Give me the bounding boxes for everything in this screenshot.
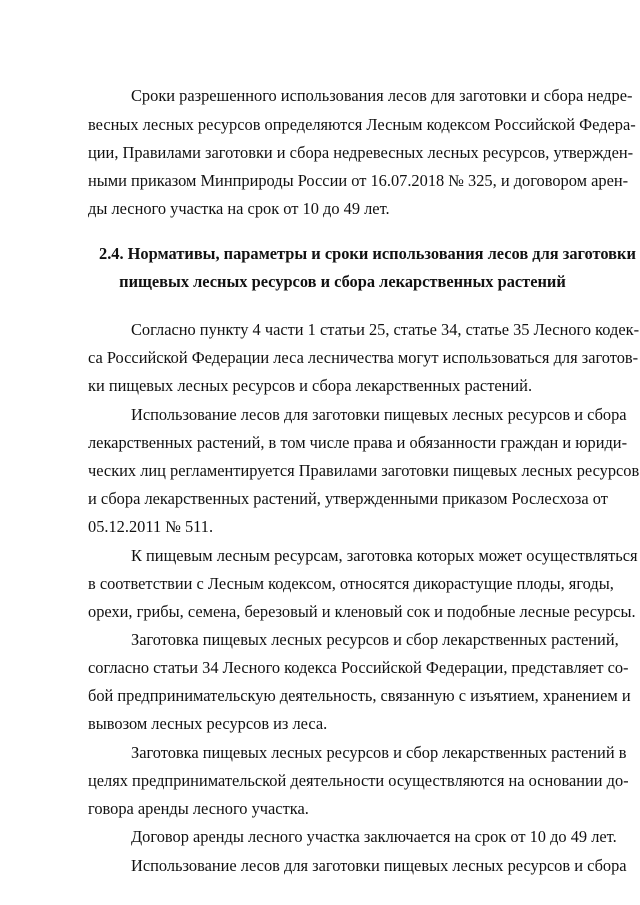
text-line: ки пищевых лесных ресурсов и сбора лекарственных растений. <box>88 376 533 395</box>
text-line: Сроки разрешенного использования лесов для заготовки и сбора недре- <box>131 86 633 105</box>
text-line: вывозом лесных ресурсов из леса. <box>88 714 328 733</box>
text-line: лекарственных растений, в том числе права и обязанности граждан и юриди- <box>88 433 628 452</box>
text-line: К пищевым лесным ресурсам, заготовка которых может осуществляться <box>131 546 638 565</box>
section-heading: пищевых лесных ресурсов и сбора лекарственных растений <box>119 272 566 291</box>
section-heading: 2.4. Нормативы, параметры и сроки использования лесов для заготовки <box>99 244 636 263</box>
text-line: Использование лесов для заготовки пищевых лесных ресурсов и сбора <box>131 405 627 424</box>
text-line: орехи, грибы, семена, березовый и кленовый сок и подобные лесные ресурсы. <box>88 602 636 621</box>
text-line: 05.12.2011 № 511. <box>88 517 214 536</box>
text-line: Договор аренды лесного участка заключается на срок от 10 до 49 лет. <box>131 827 617 846</box>
text-line: в соответствии с Лесным кодексом, относятся дикорастущие плоды, ягоды, <box>88 574 614 593</box>
text-line: весных лесных ресурсов определяются Лесным кодексом Российской Федера- <box>88 115 636 134</box>
text-line: Использование лесов для заготовки пищевых лесных ресурсов и сбора <box>131 856 627 875</box>
text-line: ными приказом Минприроды России от 16.07.2018 № 325, и договором арен- <box>88 171 629 190</box>
text-line: говора аренды лесного участка. <box>88 799 309 818</box>
text-line: са Российской Федерации леса лесничества могут использоваться для заготов- <box>88 348 639 367</box>
text-line: ции, Правилами заготовки и сбора недревесных лесных ресурсов, утвержден- <box>88 143 634 162</box>
text-line: ды лесного участка на срок от 10 до 49 лет. <box>88 199 390 218</box>
text-line: ческих лиц регламентируется Правилами заготовки пищевых лесных ресурсов <box>88 461 640 480</box>
text-line: Заготовка пищевых лесных ресурсов и сбор лекарственных растений в <box>131 743 627 762</box>
text-line: целях предпринимательской деятельности осуществляются на основании до- <box>88 771 629 790</box>
text-line: Согласно пункту 4 части 1 статьи 25, статье 34, статье 35 Лесного кодек- <box>131 320 640 339</box>
text-line: бой предпринимательскую деятельность, связанную с изъятием, хранением и <box>88 686 631 705</box>
text-line: и сбора лекарственных растений, утвержденными приказом Рослесхоза от <box>88 489 608 508</box>
text-line: Заготовка пищевых лесных ресурсов и сбор лекарственных растений, <box>131 630 619 649</box>
text-line: согласно статьи 34 Лесного кодекса Российской Федерации, представляет со- <box>88 658 629 677</box>
